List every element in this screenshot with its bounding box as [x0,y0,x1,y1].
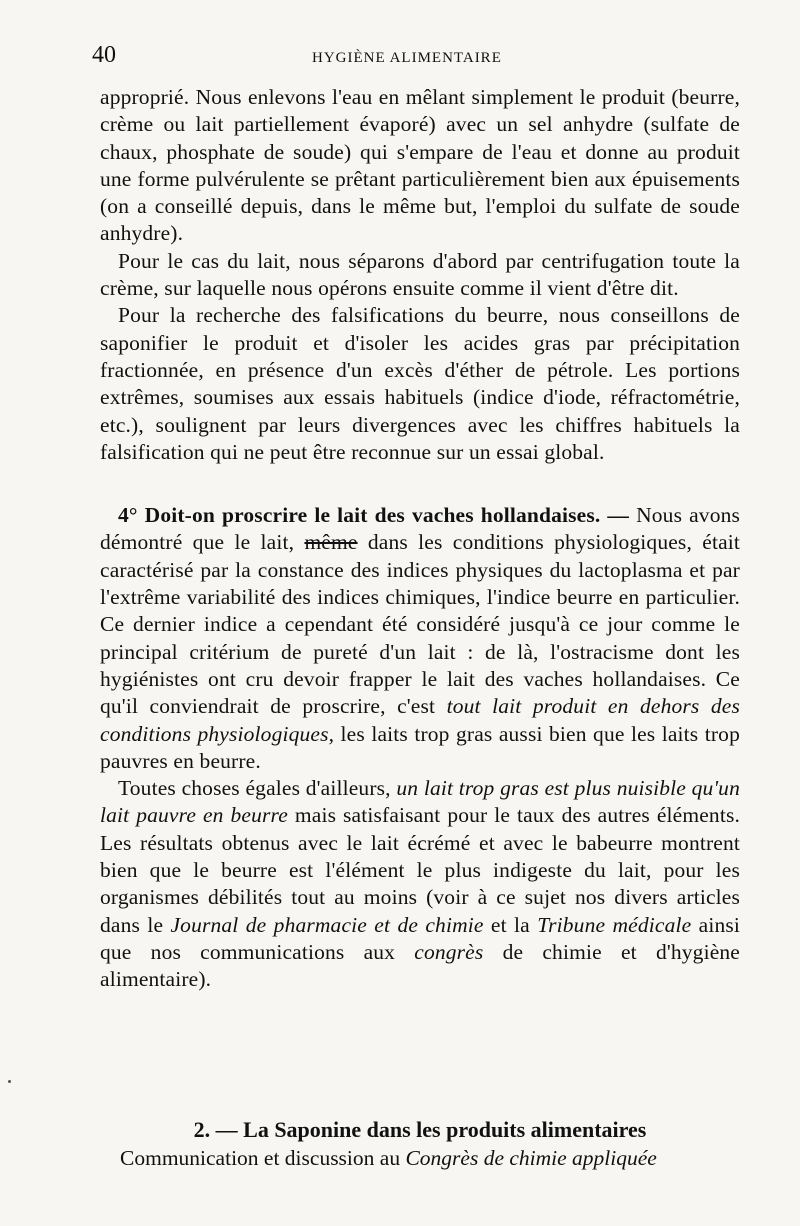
page-header [92,42,732,72]
subsection-2 [100,1116,740,1172]
section-4-heading: 4° Doit-on proscrire le lait des vaches hollandaises. — [118,503,630,528]
p2-italic-4: congrès [414,939,484,964]
p2-text-c: et la [483,912,538,937]
paragraph-1: approprié. Nous enlevons l'eau en mêlant simplement le produit (beurre, crème ou lait partiellement évaporé) avec un sel anhydre (sulfate de chaux, phosphate de soude) qui s'empare de l'eau et donne au produit une forme pulvérulente se prêtant particulièrement bien aux épuisements (on a conseillé depuis, dans le même but, l'emploi du sulfate de soude anhydre). [100,85,740,246]
paragraph-2: Pour le cas du lait, nous séparons d'abord par centrifugation toute la crème, sur laquelle nous opérons ensuite comme il vient d'être dit. [100,248,740,301]
p2-text-d: ainsi que nos communications aux [100,912,740,964]
section-4-text-c: les laits trop gras aussi bien que les laits trop pauvres en beurre. [100,721,740,773]
subsection-sub-italic: Congrès de chimie appliquée [405,1146,657,1170]
paragraph-3: Pour la recherche des falsifications du beurre, nous conseillons de saponifier le produit et d'isoler les acides gras par précipitation fractionnée, en présence d'un excès d'éther de pétrole. Les portions extrêmes, soumises aux essais habituels (indice d'iode, réfractométrie, etc.), soulignent par leurs divergences avec les chiffres habituels la falsification qui ne peut être reconnue sur un essai global. [100,303,740,464]
section-4-italic: tout lait produit en dehors des conditions physiologiques, [100,694,740,746]
p2-italic-1: un lait trop gras est plus nuisible qu'un lait pauvre en beurre [100,776,740,828]
running-head: HYGIÈNE ALIMENTAIRE [312,50,502,66]
struck-word: même [304,530,358,555]
subsection-title: 2. — La Saponine dans les produits alimentaires [193,1117,647,1142]
p2-text-a: Toutes choses égales d'ailleurs, [118,776,397,801]
body-text [100,84,740,994]
page-number: 40 [92,42,116,68]
subsection-sub-text: Communication et discussion au [120,1146,406,1170]
subsection-subtitle [100,1144,740,1172]
paper-speck [8,1080,11,1083]
p2-italic-2: Journal de pharmacie et de chimie [170,912,484,937]
p2-text-e: de chimie et d'hygiène alimentaire). [100,939,740,992]
section-4-paragraph-2 [100,775,740,993]
p2-italic-3: Tribune médicale [537,912,692,937]
p2-text-b: mais satisfaisant pour le taux des autres éléments. Les résultats obtenus avec le lait écrémé et avec le babeurre montrent bien que le beurre est l'élément le plus indigeste du lait, pour les organismes débilités tout au moins (voir à ce sujet nos divers articles dans le [100,803,740,937]
section-4-text-b: dans les conditions physiologiques, était caractérisé par la constance des indices physiques du lactoplasma et par l'extrême variabilité des indices chimiques, l'indice beurre en particulier. Ce dernier indice a cependant été considéré jusqu'à ce jour comme le principal critérium de pureté d'un lait : de là, l'ostracisme dont les hygiénistes ont cru devoir frapper le lait des vaches hollandaises. Ce qu'il conviendrait de proscrire, c'est [100,530,741,719]
section-spacer [100,466,740,502]
section-4-paragraph-1 [100,502,740,775]
section-4-text-a: Nous avons démontré que le lait, [100,503,741,555]
